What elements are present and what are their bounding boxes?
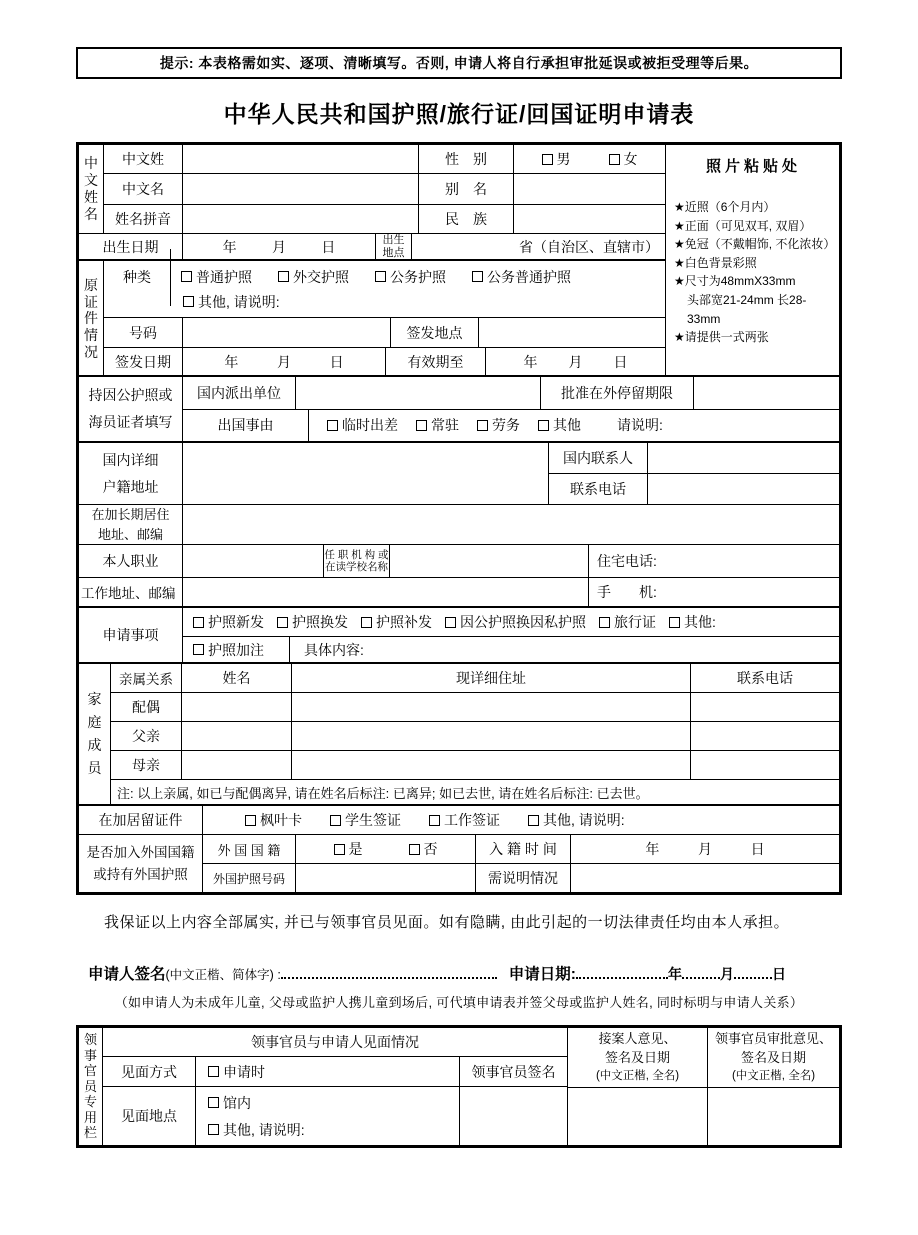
apply-renew-checkbox[interactable]: 护照换发 — [277, 612, 348, 632]
meeting-place-options — [196, 1087, 460, 1145]
work-address-label: 工作地址、邮编 — [79, 578, 183, 606]
ethnicity-label: 民 族 — [419, 205, 514, 233]
work-address-section — [79, 578, 839, 608]
checkbox-icon — [193, 617, 204, 628]
checkbox-icon — [609, 154, 620, 165]
apply-official-to-private-checkbox[interactable]: 因公护照换因私护照 — [445, 612, 586, 632]
reason-explain-label: 请说明: — [617, 417, 663, 434]
phone-header: 联系电话 — [737, 670, 793, 686]
checkbox-icon — [472, 271, 483, 282]
photo-paste-area — [666, 145, 839, 375]
father-label: 父亲 — [111, 722, 182, 750]
issue-place-label: 签发地点 — [391, 318, 479, 347]
photo-note: 头部宽21-24mm 长28-33mm — [687, 292, 807, 326]
checkbox-icon — [181, 271, 192, 282]
gender-female-checkbox[interactable]: 女 — [609, 149, 638, 169]
pinyin-label: 姓名拼音 — [104, 205, 183, 233]
birth-place-label: 出生 地点 — [376, 234, 412, 259]
checkbox-icon — [334, 844, 345, 855]
citizenship-no-checkbox[interactable]: 否 — [409, 839, 438, 859]
checkbox-icon — [599, 617, 610, 628]
student-visa-checkbox[interactable]: 学生签证 — [330, 810, 401, 830]
foreign-nationality-section — [79, 835, 839, 892]
reason-other-checkbox[interactable]: 其他 — [538, 415, 581, 435]
photo-note: ★请提供一式两张 — [674, 330, 769, 345]
type-other-checkbox[interactable]: 其他, 请说明: — [183, 292, 280, 312]
apply-travel-doc-checkbox[interactable]: 旅行证 — [599, 612, 656, 632]
valid-until-label: 有效期至 — [386, 348, 486, 376]
address-header: 现详细住址 — [292, 664, 691, 692]
type-service-ordinary-checkbox[interactable]: 公务普通护照 — [472, 267, 571, 287]
domestic-address-label: 国内详细 户籍地址 — [79, 443, 183, 504]
pinyin-input-cell[interactable] — [183, 205, 419, 233]
place-other-checkbox[interactable]: 其他, 请说明: — [208, 1120, 459, 1140]
work-address-input-cell[interactable] — [183, 578, 589, 606]
application-items-label: 申请事项 — [79, 608, 183, 662]
meeting-header: 领事官员与申请人见面情况 — [103, 1028, 567, 1057]
month-label: 月 — [719, 966, 734, 982]
residence-options — [203, 806, 839, 834]
naturalization-time-label: 入 籍 时 间 — [476, 835, 571, 863]
consular-approval-input-cell[interactable] — [708, 1088, 839, 1145]
father-name-input-cell[interactable] — [182, 722, 292, 750]
applicant-signature-label: 申请人签名 — [88, 966, 166, 983]
checkbox-icon — [538, 420, 549, 431]
checkbox-icon — [208, 1066, 219, 1077]
domestic-contact-label: 国内联系人 — [549, 443, 648, 473]
citizenship-yn-cell — [296, 835, 476, 863]
residence-other-checkbox[interactable]: 其他, 请说明: — [528, 810, 625, 830]
gender-label: 性 别 — [419, 145, 514, 173]
issue-date-label: 签发日期 — [104, 348, 183, 376]
top-left-block — [79, 145, 666, 375]
signature-row — [88, 962, 918, 984]
chinese-name-section — [79, 145, 665, 234]
passport-application-form — [0, 47, 918, 1235]
original-document-section — [79, 261, 665, 376]
checkbox-icon — [361, 617, 372, 628]
case-officer-opinion-header: 接案人意见、 签名及日期 (中文正楷, 全名) — [568, 1028, 707, 1088]
valid-until-input-cell[interactable]: 年 月 日 — [523, 354, 628, 371]
mobile-phone-cell[interactable]: 手 机: — [597, 584, 657, 600]
father-address-input-cell[interactable] — [292, 722, 691, 750]
document-number-label: 号码 — [104, 318, 183, 347]
spouse-phone-input-cell[interactable] — [691, 693, 839, 721]
checkbox-icon — [477, 420, 488, 431]
canada-address-label: 在加长期居住 地址、邮编 — [79, 505, 183, 544]
occupation-label: 本人职业 — [79, 545, 183, 577]
gender-male-checkbox[interactable]: 男 — [542, 149, 571, 169]
checkbox-icon — [327, 420, 338, 431]
photo-note: ★正面（可见双耳, 双眉） — [674, 218, 812, 233]
meeting-method-options — [196, 1057, 460, 1086]
date-day-input-line[interactable] — [734, 963, 772, 979]
official-passport-section — [79, 377, 839, 443]
residence-documents-section — [79, 806, 839, 835]
checkbox-icon — [193, 644, 204, 655]
endorsement-option-cell — [183, 637, 290, 662]
consular-side-label: 领 事 官 员 专 用 栏 — [79, 1028, 103, 1145]
foreign-passport-number-label: 外国护照号码 — [203, 864, 296, 892]
original-document-side-label: 原 证 件 情 况 — [79, 261, 104, 376]
year-label: 年 — [667, 966, 682, 982]
checkbox-icon — [278, 271, 289, 282]
document-type-label: 种类 — [104, 249, 171, 306]
surname-label: 中文姓 — [104, 145, 183, 173]
alias-label: 别 名 — [419, 174, 514, 204]
checkbox-icon — [277, 617, 288, 628]
checkbox-icon — [245, 815, 256, 826]
issue-date-input-cell[interactable]: 年 月 日 — [183, 348, 386, 376]
birth-date-input-cell[interactable]: 年 月 日 — [183, 234, 376, 259]
checkbox-icon — [183, 296, 194, 307]
checkbox-icon — [416, 420, 427, 431]
spouse-address-input-cell[interactable] — [292, 693, 691, 721]
father-phone-input-cell[interactable] — [691, 722, 839, 750]
trip-reason-label: 出国事由 — [183, 410, 309, 442]
in-office-checkbox[interactable]: 馆内 — [208, 1093, 459, 1113]
family-members-side-label: 家 庭 成 员 — [79, 664, 111, 804]
meet-at-application-checkbox[interactable]: 申请时 — [208, 1062, 265, 1082]
organization-label: 任 职 机 构 或 在读学校名称 — [324, 545, 390, 577]
officer-signature-input-cell[interactable] — [460, 1087, 567, 1145]
reason-labor-checkbox[interactable]: 劳务 — [477, 415, 520, 435]
checkbox-icon — [528, 815, 539, 826]
organization-input-cell[interactable] — [390, 545, 589, 577]
main-form-table — [76, 142, 842, 895]
foreign-passport-number-input-cell[interactable] — [296, 864, 476, 892]
document-type-row — [104, 261, 665, 318]
checkbox-icon — [669, 617, 680, 628]
work-visa-checkbox[interactable]: 工作签证 — [429, 810, 500, 830]
foreign-citizenship-label: 外 国 国 籍 — [203, 835, 296, 863]
application-options-row — [183, 608, 839, 637]
dispatch-unit-input-cell[interactable] — [296, 377, 541, 409]
stay-abroad-input-cell[interactable] — [694, 377, 839, 409]
form-notice: 提示: 本表格需如实、逐项、清晰填写。否则, 申请人将自行承担审批延误或被拒受理等后果。 — [76, 47, 842, 79]
family-note: 注: 以上亲属, 如已与配偶离异, 请在姓名后标注: 已离异; 如已去世, 请在姓名后标注: 已去世。 — [117, 785, 649, 801]
birth-date-label: 出生日期 — [79, 234, 183, 259]
meeting-method-label: 见面方式 — [103, 1057, 196, 1086]
name-header: 姓名 — [182, 664, 292, 692]
dispatch-unit-label: 国内派出单位 — [183, 377, 296, 409]
birth-place-input-cell[interactable]: 省（自治区、直辖市） — [519, 238, 659, 255]
case-officer-opinion-input-cell[interactable] — [568, 1088, 707, 1145]
type-ordinary-checkbox[interactable]: 普通护照 — [181, 267, 252, 287]
explanation-input-cell[interactable] — [571, 864, 839, 892]
apply-endorsement-checkbox[interactable]: 护照加注 — [193, 640, 264, 660]
signature-style-note: (中文正楷、简体字) : — [165, 968, 281, 982]
top-band — [79, 145, 839, 377]
photo-note: ★免冠（不戴帽饰, 不化浓妆） — [674, 237, 836, 252]
type-service-checkbox[interactable]: 公务护照 — [375, 267, 446, 287]
home-phone-cell[interactable]: 住宅电话: — [597, 553, 657, 569]
citizenship-yes-checkbox[interactable]: 是 — [334, 839, 363, 859]
occupation-input-cell[interactable] — [183, 545, 324, 577]
form-title: 中华人民共和国护照/旅行证/回国证明申请表 — [223, 101, 695, 127]
occupation-section — [79, 545, 839, 578]
checkbox-icon — [330, 815, 341, 826]
application-date-label: 申请日期: — [508, 966, 576, 983]
photo-note: ★尺寸为48mmX33mm — [674, 274, 796, 289]
checkbox-icon — [409, 844, 420, 855]
photo-note: ★白色背景彩照 — [674, 255, 757, 270]
consular-officer-table — [76, 1025, 842, 1148]
type-diplomatic-checkbox[interactable]: 外交护照 — [278, 267, 349, 287]
minor-applicant-note: （如申请人为未成年儿童, 父母或监护人携儿童到场后, 可代填申请表并签父母或监护人姓名, 同时标明与申请人关系） — [114, 995, 804, 1010]
residence-documents-label: 在加居留证件 — [79, 806, 203, 834]
table-row — [111, 693, 839, 722]
meeting-place-label: 见面地点 — [103, 1087, 196, 1145]
photo-note: ★近照（6个月内） — [674, 200, 776, 214]
checkbox-icon — [429, 815, 440, 826]
mother-name-input-cell[interactable] — [182, 751, 292, 779]
spouse-label: 配偶 — [111, 693, 182, 721]
reason-resident-checkbox[interactable]: 常驻 — [416, 415, 459, 435]
chinese-name-side-label: 中 文 姓 名 — [79, 145, 104, 233]
consular-approval-header: 领事官员审批意见、 签名及日期 (中文正楷, 全名) — [708, 1028, 839, 1088]
officer-signature-label: 领事官员签名 — [471, 1063, 556, 1080]
detail-content-cell[interactable]: 具体内容: — [304, 641, 364, 658]
reason-business-checkbox[interactable]: 临时出差 — [327, 415, 398, 435]
checkbox-icon — [208, 1124, 219, 1135]
contact-phone-label: 联系电话 — [549, 474, 648, 504]
given-name-input-cell[interactable] — [183, 174, 419, 204]
checkbox-icon — [542, 154, 553, 165]
mother-phone-input-cell[interactable] — [691, 751, 839, 779]
table-row — [111, 751, 839, 780]
application-items-section — [79, 608, 839, 664]
checkbox-icon — [375, 271, 386, 282]
domestic-address-input-cell[interactable] — [183, 443, 549, 504]
ethnicity-input-cell[interactable] — [514, 205, 665, 233]
checkbox-icon — [445, 617, 456, 628]
declaration-text: 我保证以上内容全部属实, 并已与领事官员见面。如有隐瞒, 由此引起的一切法律责任均由本人承担。 — [104, 914, 790, 931]
checkbox-icon — [208, 1097, 219, 1108]
apply-new-checkbox[interactable]: 护照新发 — [193, 612, 264, 632]
given-name-label: 中文名 — [104, 174, 183, 204]
relation-header: 亲属关系 — [111, 664, 182, 692]
gender-value-cell — [514, 145, 665, 173]
contact-phone-input-cell[interactable] — [648, 474, 839, 504]
day-label: 日 — [771, 966, 786, 982]
stay-abroad-label: 批准在外停留期限 — [541, 377, 694, 409]
surname-input-cell[interactable] — [183, 145, 419, 173]
table-row — [111, 722, 839, 751]
family-members-section — [79, 664, 839, 806]
official-passport-side-label: 持因公护照或 海员证者填写 — [79, 377, 183, 441]
issue-place-input-cell[interactable] — [479, 318, 665, 347]
trip-reason-options — [309, 410, 839, 442]
maple-card-checkbox[interactable]: 枫叶卡 — [245, 810, 302, 830]
mother-address-input-cell[interactable] — [292, 751, 691, 779]
canada-address-section — [79, 505, 839, 545]
explanation-label: 需说明情况 — [476, 864, 571, 892]
mother-label: 母亲 — [111, 751, 182, 779]
signature-input-line[interactable] — [281, 963, 497, 979]
apply-replace-checkbox[interactable]: 护照补发 — [361, 612, 432, 632]
domestic-contact-input-cell[interactable] — [648, 443, 839, 473]
apply-other-checkbox[interactable]: 其他: — [669, 612, 716, 632]
date-month-input-line[interactable] — [682, 963, 720, 979]
domestic-address-section — [79, 443, 839, 505]
foreign-nationality-label: 是否加入外国国籍 或持有外国护照 — [79, 835, 203, 892]
canada-address-input-cell[interactable] — [183, 505, 839, 544]
alias-input-cell[interactable] — [514, 174, 665, 204]
spouse-name-input-cell[interactable] — [182, 693, 292, 721]
date-year-input-line[interactable] — [576, 963, 668, 979]
photo-title: 照片粘贴处 — [705, 158, 801, 175]
document-number-input-cell[interactable] — [183, 318, 391, 347]
naturalization-time-input-cell[interactable]: 年 月 日 — [645, 841, 765, 857]
